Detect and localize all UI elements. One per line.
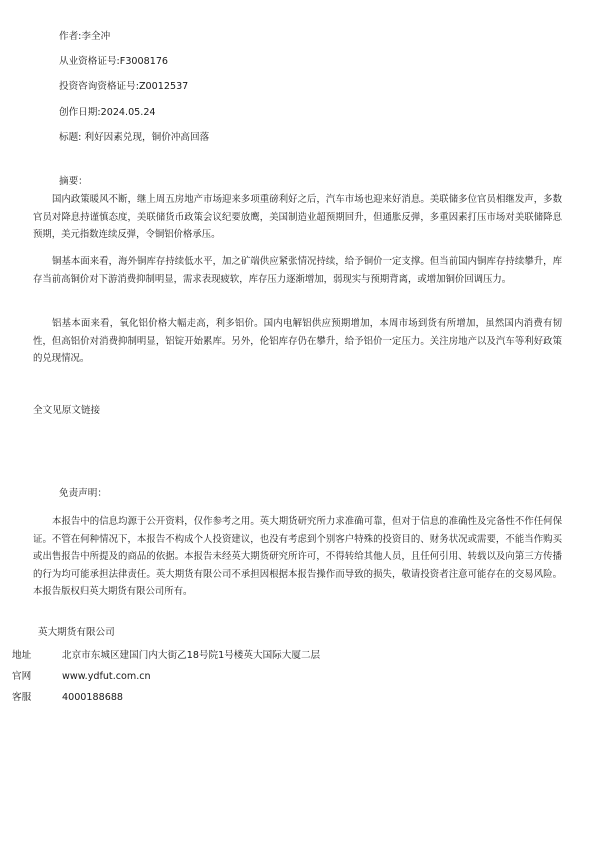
report-title: 标题: 利好因素兑现，铜价冲高回落 xyxy=(59,132,210,143)
full-text-link[interactable] xyxy=(33,405,100,417)
consulting-cert-line: 投资咨询资格证号:Z0012537 xyxy=(59,81,189,92)
company-name: 英大期货有限公司 xyxy=(38,627,115,638)
qualification-line: 从业资格证号:F3008176 xyxy=(59,56,169,67)
created-date-line: 创作日期:2024.05.24 xyxy=(59,107,156,118)
address-label: 地址 xyxy=(12,650,32,661)
service-label: 客服 xyxy=(12,692,32,703)
website-value[interactable]: www.ydfut.com.cn xyxy=(62,671,151,682)
disclaimer-heading: 免责声明： xyxy=(59,488,107,499)
service-value: 4000188688 xyxy=(62,692,124,703)
full-text-link-text[interactable]: 全文见原文链接 xyxy=(33,405,101,416)
author-line: 作者:李全冲 xyxy=(59,31,111,42)
summary-paragraph-copper: 铜基本面来看，海外铜库存持续低水平，加之矿端供应紧张情况持续，给予铜价一定支撑。但当前国内铜库存持续攀升，库存当前高铜价对下游消费抑制明显，需求表现疲软，库存压力逐渐增加，弱现实与预期背离，或增加铜价回调压力。 xyxy=(33,256,562,285)
disclaimer-body: 本报告中的信息均源于公开资料，仅作参考之用。英大期货研究所力求准确可靠，但对于信息的准确性及完备性不作任何保证。不管在何种情况下，本报告不构成个人投资建议，也没有考虑到个别客户特殊的投资目的、财务状况或需要，不能当作购买或出售报告中所提及的商品的依据。本报告未经英大期货研究所许可，不得转给其他人员，且任何引用、转载以及向第三方传播的行为均可能承担法律责任。英大期货有限公司不承担因根据本报告操作而导致的损失，敬请投资者注意可能存在的交易风险。本报告版权归英大期货有限公司所有。 xyxy=(33,516,562,598)
address-value: 北京市东城区建国门内大街乙18号院1号楼英大国际大厦二层 xyxy=(62,650,321,661)
summary-paragraph-aluminum: 铝基本面来看，氧化铝价格大幅走高，利多铝价。国内电解铝供应预期增加，本周市场到货有所增加，虽然国内消费有韧性，但高铝价对消费抑制明显，铝锭开始累库。另外，伦铝库存仍在攀升，给予铝价一定压力。关注房地产以及汽车等利好政策的兑现情况。 xyxy=(33,318,562,365)
summary-paragraph-macro: 国内政策暖风不断，继上周五房地产市场迎来多项重磅利好之后，汽车市场也迎来好消息。美联储多位官员相继发声，多数官员对降息持谨慎态度，美联储货币政策会议纪要放鹰，美国制造业超预期回升，但通胀反弹，多重因素打压市场对美联储降息预期，美元指数连续反弹，令铜铝价格承压。 xyxy=(33,194,562,241)
summary-heading: 摘要： xyxy=(59,176,88,187)
website-label: 官网 xyxy=(12,671,32,682)
